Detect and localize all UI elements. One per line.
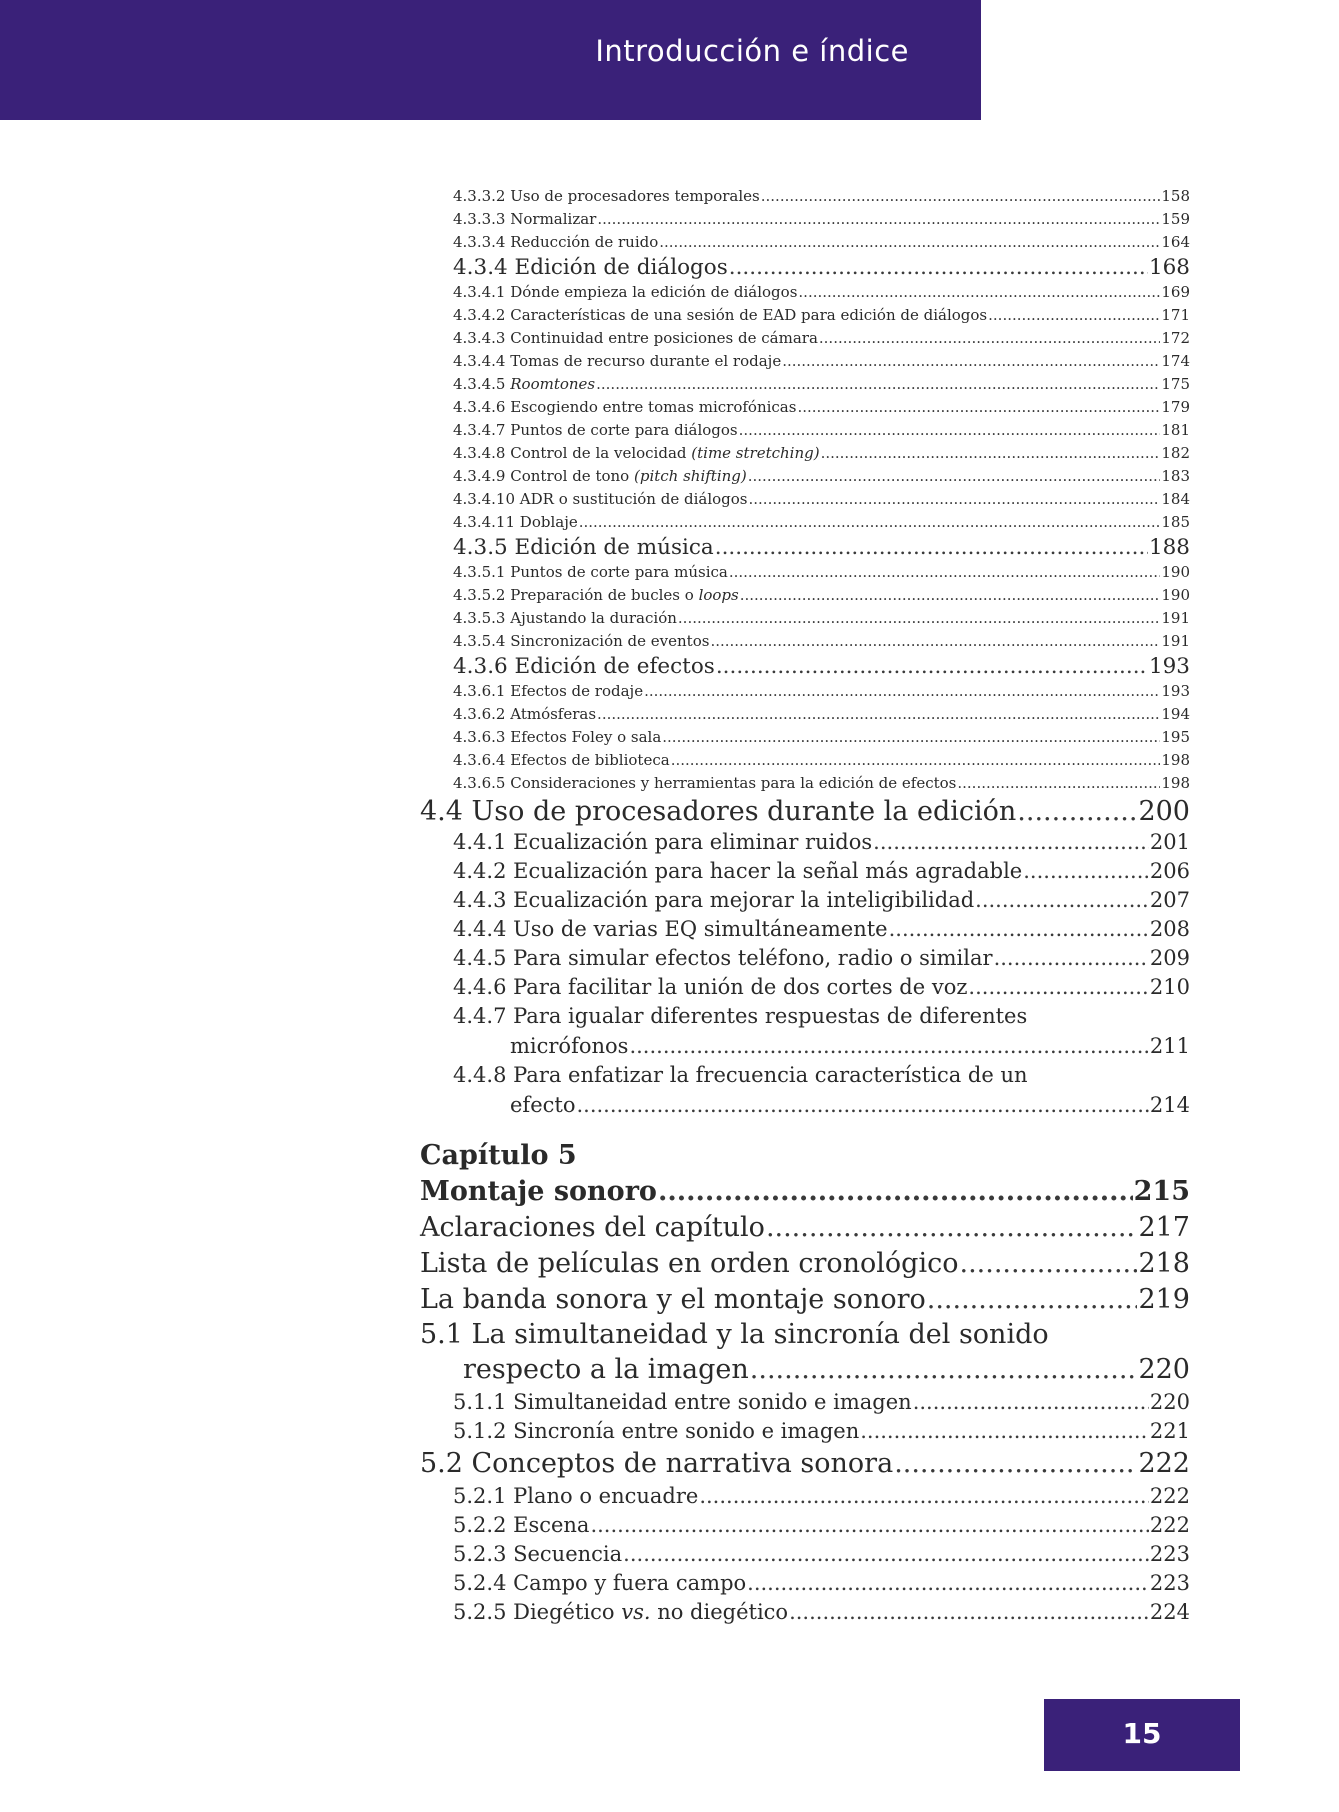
toc-leader-dots: [988, 304, 1160, 327]
toc-entry-page: 210: [1149, 975, 1190, 999]
toc-entry[interactable]: [453, 1540, 1190, 1569]
toc-entry[interactable]: [453, 373, 1190, 396]
toc-entry-title: 4.3.4.3 Continuidad entre posiciones de cámara: [453, 329, 818, 347]
toc-section-4-3-6[interactable]: [453, 653, 1190, 680]
toc-leader-dots: [740, 584, 1161, 607]
toc-entry-page: 190: [1161, 586, 1190, 604]
toc-entry-page: 220: [1149, 1390, 1190, 1414]
toc-entry-title: 4.4.4 Uso de varias EQ simultáneamente: [453, 917, 888, 941]
toc-entry-title: 4.3.4.11 Doblaje: [453, 513, 578, 531]
toc-block-1: [420, 185, 1190, 254]
toc-section-4-4-7[interactable]: [453, 1002, 1190, 1061]
toc-entry-title: Lista de películas en orden cronológico: [420, 1248, 959, 1279]
toc-leader-dots: [798, 281, 1160, 304]
toc-entry-title: 4.3.5 Edición de música: [453, 535, 714, 560]
toc-leader-dots: [957, 772, 1160, 795]
toc-section-5-2[interactable]: [420, 1446, 1190, 1482]
toc-entry-title: 4.3.6.3 Efectos Foley o sala: [453, 728, 662, 746]
toc-entry-page: 179: [1161, 398, 1190, 416]
toc-entry-page: 198: [1161, 774, 1190, 792]
toc-entry-title: 5.2.4 Campo y fuera campo: [453, 1571, 747, 1595]
toc-block-2: [420, 281, 1190, 534]
toc-entry[interactable]: [453, 749, 1190, 772]
toc-entry-title: 5.1.2 Sincronía entre sonido e imagen: [453, 1419, 860, 1443]
toc-entry-page: 171: [1161, 306, 1190, 324]
toc-entry-title: 4.3.6.1 Efectos de rodaje: [453, 682, 644, 700]
toc-entry[interactable]: [420, 1282, 1190, 1318]
toc-entry-title: 5.2.2 Escena: [453, 1513, 590, 1537]
toc-entry-title: 4.4.3 Ecualización para mejorar la inteligibilidad: [453, 888, 975, 912]
toc-entry[interactable]: [453, 1511, 1190, 1540]
toc-entry[interactable]: [453, 488, 1190, 511]
toc-entry-title: 4.3.4.1 Dónde empieza la edición de diálogos: [453, 283, 798, 301]
toc-leader-dots: [597, 208, 1160, 231]
toc-entry-title: 4.3.3.2 Uso de procesadores temporales: [453, 187, 760, 205]
toc-entry[interactable]: [453, 350, 1190, 373]
toc-entry[interactable]: [453, 419, 1190, 442]
toc-entry-page: 201: [1149, 830, 1190, 854]
toc-entry-page: 221: [1149, 1419, 1190, 1443]
toc-entry[interactable]: [453, 772, 1190, 795]
table-of-contents: [420, 185, 1190, 1627]
toc-entry[interactable]: [453, 442, 1190, 465]
toc-entry-page: 222: [1138, 1448, 1190, 1479]
toc-leader-dots: [715, 534, 1148, 561]
toc-entry-page: 184: [1161, 490, 1190, 508]
toc-entry-title: 4.3.6 Edición de efectos: [453, 654, 715, 679]
toc-entry[interactable]: [453, 185, 1190, 208]
toc-section-4-4[interactable]: [420, 795, 1190, 828]
toc-section-4-3-4[interactable]: [453, 254, 1190, 281]
toc-leader-dots: [739, 419, 1161, 442]
toc-entry-title: 4.3.5.1 Puntos de corte para música: [453, 563, 728, 581]
toc-leader-dots: [782, 350, 1160, 373]
toc-leader-dots: [959, 1246, 1137, 1282]
toc-entry-title-cont: respecto a la imagen: [463, 1354, 749, 1385]
toc-entry-page: 194: [1161, 705, 1190, 723]
toc-entry-page: 217: [1138, 1212, 1190, 1243]
toc-entry-title: 4.3.4 Edición de diálogos: [453, 255, 728, 280]
toc-entry-title: 4.4.8 Para enfatizar la frecuencia característica de un: [453, 1063, 1028, 1087]
toc-entry-title: 5.1 La simultaneidad y la sincronía del sonido: [420, 1319, 1049, 1350]
toc-entry-page: 191: [1161, 609, 1190, 627]
toc-leader-dots: [659, 231, 1160, 254]
toc-leader-dots: [629, 1031, 1148, 1061]
toc-leader-dots: [576, 1090, 1148, 1120]
toc-entry-title: 4.4 Uso de procesadores durante la edición: [420, 796, 1017, 827]
toc-entry-title: 4.3.4.7 Puntos de corte para diálogos: [453, 421, 738, 439]
toc-entry[interactable]: [453, 886, 1190, 915]
toc-leader-dots: [889, 915, 1149, 944]
toc-leader-dots: [597, 703, 1160, 726]
toc-entry[interactable]: [453, 1482, 1190, 1511]
toc-entry[interactable]: [453, 561, 1190, 584]
toc-section-4-4-8[interactable]: [453, 1061, 1190, 1120]
toc-block-8: [420, 1482, 1190, 1627]
toc-leader-dots: [644, 680, 1160, 703]
toc-entry-title: 4.4.6 Para facilitar la unión de dos cortes de voz: [453, 975, 968, 999]
toc-leader-dots: [699, 1482, 1149, 1511]
toc-leader-dots: [748, 465, 1161, 488]
toc-entry-title: 4.3.4.5 Roomtones: [453, 375, 596, 393]
toc-section-4-3-5[interactable]: [453, 534, 1190, 561]
toc-entry-title: 4.3.5.2 Preparación de bucles o loops: [453, 586, 739, 604]
toc-entry-page: 190: [1161, 563, 1190, 581]
toc-leader-dots: [658, 1174, 1133, 1210]
toc-leader-dots: [968, 973, 1148, 1002]
toc-entry-title: 4.3.5.3 Ajustando la duración: [453, 609, 677, 627]
toc-entry[interactable]: [453, 281, 1190, 304]
toc-entry[interactable]: [453, 304, 1190, 327]
toc-entry[interactable]: [453, 607, 1190, 630]
toc-entry[interactable]: [453, 703, 1190, 726]
toc-entry[interactable]: [420, 1210, 1190, 1246]
toc-entry-title: 4.4.7 Para igualar diferentes respuestas de diferentes: [453, 1004, 1028, 1028]
header-title: Introducción e índice: [595, 34, 909, 68]
toc-entry-page: 185: [1161, 513, 1190, 531]
toc-entry-page: 215: [1133, 1176, 1190, 1207]
toc-entry-page: 164: [1161, 233, 1190, 251]
toc-leader-dots: [821, 442, 1161, 465]
toc-entry-page: 174: [1161, 352, 1190, 370]
toc-entry-title: 4.4.5 Para simular efectos teléfono, radio o similar: [453, 946, 993, 970]
toc-entry-page: 200: [1138, 796, 1190, 827]
toc-leader-dots: [716, 653, 1148, 680]
toc-entry-title: 5.2.1 Plano o encuadre: [453, 1484, 699, 1508]
toc-entry-page: 209: [1149, 946, 1190, 970]
toc-leader-dots: [1023, 857, 1149, 886]
toc-leader-dots: [975, 886, 1149, 915]
toc-entry-page: 159: [1161, 210, 1190, 228]
toc-entry-title: 5.2.5 Diegético vs. no diegético: [453, 1600, 789, 1624]
toc-leader-dots: [789, 1598, 1149, 1627]
toc-entry-page: 224: [1149, 1600, 1190, 1624]
toc-chapter-5[interactable]: [420, 1174, 1190, 1210]
toc-leader-dots: [749, 488, 1161, 511]
toc-entry[interactable]: [420, 1246, 1190, 1282]
toc-entry-page: 191: [1161, 632, 1190, 650]
toc-entry[interactable]: [453, 465, 1190, 488]
toc-entry[interactable]: [453, 973, 1190, 1002]
toc-entry-page: 172: [1161, 329, 1190, 347]
toc-block-5: [420, 828, 1190, 1002]
chapter-title: Montaje sonoro: [420, 1176, 657, 1207]
toc-entry-page: 182: [1161, 444, 1190, 462]
toc-leader-dots: [819, 327, 1160, 350]
toc-entry[interactable]: [453, 511, 1190, 534]
page-number: 15: [1122, 1717, 1162, 1750]
toc-leader-dots: [797, 396, 1160, 419]
toc-entry-page: 222: [1149, 1484, 1190, 1508]
toc-leader-dots: [579, 511, 1161, 534]
toc-entry-title: 5.1.1 Simultaneidad entre sonido e imagen: [453, 1390, 912, 1414]
toc-entry-page: 188: [1148, 535, 1190, 560]
toc-leader-dots: [860, 1417, 1149, 1446]
toc-entry-page: 223: [1149, 1542, 1190, 1566]
toc-entry-title: Aclaraciones del capítulo: [420, 1212, 765, 1243]
toc-entry-title: La banda sonora y el montaje sonoro: [420, 1284, 926, 1315]
toc-entry-page: 211: [1149, 1034, 1190, 1058]
toc-leader-dots: [894, 1446, 1137, 1482]
toc-entry-title: 4.3.4.6 Escogiendo entre tomas microfónicas: [453, 398, 797, 416]
toc-entry-title: 5.2 Conceptos de narrativa sonora: [420, 1448, 894, 1479]
toc-entry-page: 207: [1149, 888, 1190, 912]
toc-leader-dots: [671, 749, 1161, 772]
toc-entry-page: 193: [1161, 682, 1190, 700]
toc-entry-page: 193: [1148, 654, 1190, 679]
toc-entry-page: 158: [1161, 187, 1190, 205]
toc-block-6: [420, 1210, 1190, 1318]
toc-block-3: [420, 561, 1190, 653]
toc-leader-dots: [710, 630, 1160, 653]
toc-entry-title: 4.3.3.3 Normalizar: [453, 210, 597, 228]
toc-entry-page: 223: [1149, 1571, 1190, 1595]
toc-entry[interactable]: [453, 680, 1190, 703]
toc-entry-page: 220: [1138, 1354, 1190, 1385]
toc-leader-dots: [747, 1569, 1149, 1598]
toc-leader-dots: [596, 373, 1160, 396]
page-number-badge: [1044, 1699, 1240, 1771]
toc-entry-page: 208: [1149, 917, 1190, 941]
toc-entry-page: 169: [1161, 283, 1190, 301]
toc-entry-page: 175: [1161, 375, 1190, 393]
toc-entry[interactable]: [453, 1388, 1190, 1417]
toc-entry[interactable]: [453, 1569, 1190, 1598]
chapter-label: Capítulo 5: [420, 1140, 577, 1171]
toc-entry-page: 181: [1161, 421, 1190, 439]
toc-entry-title: 4.4.1 Ecualización para eliminar ruidos: [453, 830, 873, 854]
toc-entry-page: 219: [1138, 1284, 1190, 1315]
toc-entry-title: 4.3.4.4 Tomas de recurso durante el rodaje: [453, 352, 782, 370]
toc-section-5-1[interactable]: [420, 1318, 1190, 1388]
toc-entry[interactable]: [453, 630, 1190, 653]
toc-block-4: [420, 680, 1190, 795]
toc-leader-dots: [994, 944, 1149, 973]
toc-leader-dots: [678, 607, 1160, 630]
toc-leader-dots: [761, 185, 1161, 208]
toc-entry-page: 195: [1161, 728, 1190, 746]
toc-entry[interactable]: [453, 208, 1190, 231]
toc-entry-title: 4.3.5.4 Sincronización de eventos: [453, 632, 710, 650]
toc-entry[interactable]: [453, 584, 1190, 607]
toc-entry-title: 5.2.3 Secuencia: [453, 1542, 623, 1566]
toc-entry-title-cont: micrófonos: [510, 1034, 629, 1058]
toc-entry[interactable]: [453, 828, 1190, 857]
toc-entry-title: 4.3.4.10 ADR o sustitución de diálogos: [453, 490, 748, 508]
toc-entry-page: 168: [1148, 255, 1190, 280]
toc-block-7: [420, 1388, 1190, 1446]
toc-entry-page: 222: [1149, 1513, 1190, 1537]
toc-entry[interactable]: [453, 1598, 1190, 1627]
toc-entry-title: 4.3.3.4 Reducción de ruido: [453, 233, 659, 251]
toc-entry[interactable]: [453, 915, 1190, 944]
toc-entry-title: 4.4.2 Ecualización para hacer la señal más agradable: [453, 859, 1023, 883]
toc-entry[interactable]: [453, 944, 1190, 973]
toc-leader-dots: [873, 828, 1149, 857]
toc-leader-dots: [590, 1511, 1148, 1540]
toc-entry-title: 4.3.4.9 Control de tono (pitch shifting): [453, 467, 747, 485]
toc-entry[interactable]: [453, 231, 1190, 254]
toc-entry[interactable]: [453, 327, 1190, 350]
toc-entry-page: 183: [1161, 467, 1190, 485]
toc-leader-dots: [623, 1540, 1149, 1569]
toc-leader-dots: [927, 1282, 1138, 1318]
toc-entry-title: 4.3.6.2 Atmósferas: [453, 705, 597, 723]
toc-leader-dots: [662, 726, 1160, 749]
toc-entry-page: 214: [1149, 1093, 1190, 1117]
toc-leader-dots: [1017, 795, 1137, 828]
toc-leader-dots: [750, 1352, 1138, 1388]
toc-leader-dots: [913, 1388, 1149, 1417]
toc-entry-title: 4.3.6.5 Consideraciones y herramientas para la edición de efectos: [453, 774, 957, 792]
toc-entry-title: 4.3.4.8 Control de la velocidad (time stretching): [453, 444, 820, 462]
toc-leader-dots: [729, 254, 1148, 281]
toc-entry[interactable]: [453, 396, 1190, 419]
toc-entry-page: 218: [1138, 1248, 1190, 1279]
toc-entry[interactable]: [453, 857, 1190, 886]
toc-entry-page: 206: [1149, 859, 1190, 883]
toc-entry[interactable]: [453, 726, 1190, 749]
toc-entry-title: 4.3.4.2 Características de una sesión de EAD para edición de diálogos: [453, 306, 988, 324]
toc-entry[interactable]: [453, 1417, 1190, 1446]
header-band: [0, 0, 981, 120]
toc-leader-dots: [766, 1210, 1138, 1246]
toc-entry-page: 198: [1161, 751, 1190, 769]
toc-entry-title: 4.3.6.4 Efectos de biblioteca: [453, 751, 670, 769]
toc-entry-title-cont: efecto: [510, 1093, 576, 1117]
toc-leader-dots: [729, 561, 1161, 584]
